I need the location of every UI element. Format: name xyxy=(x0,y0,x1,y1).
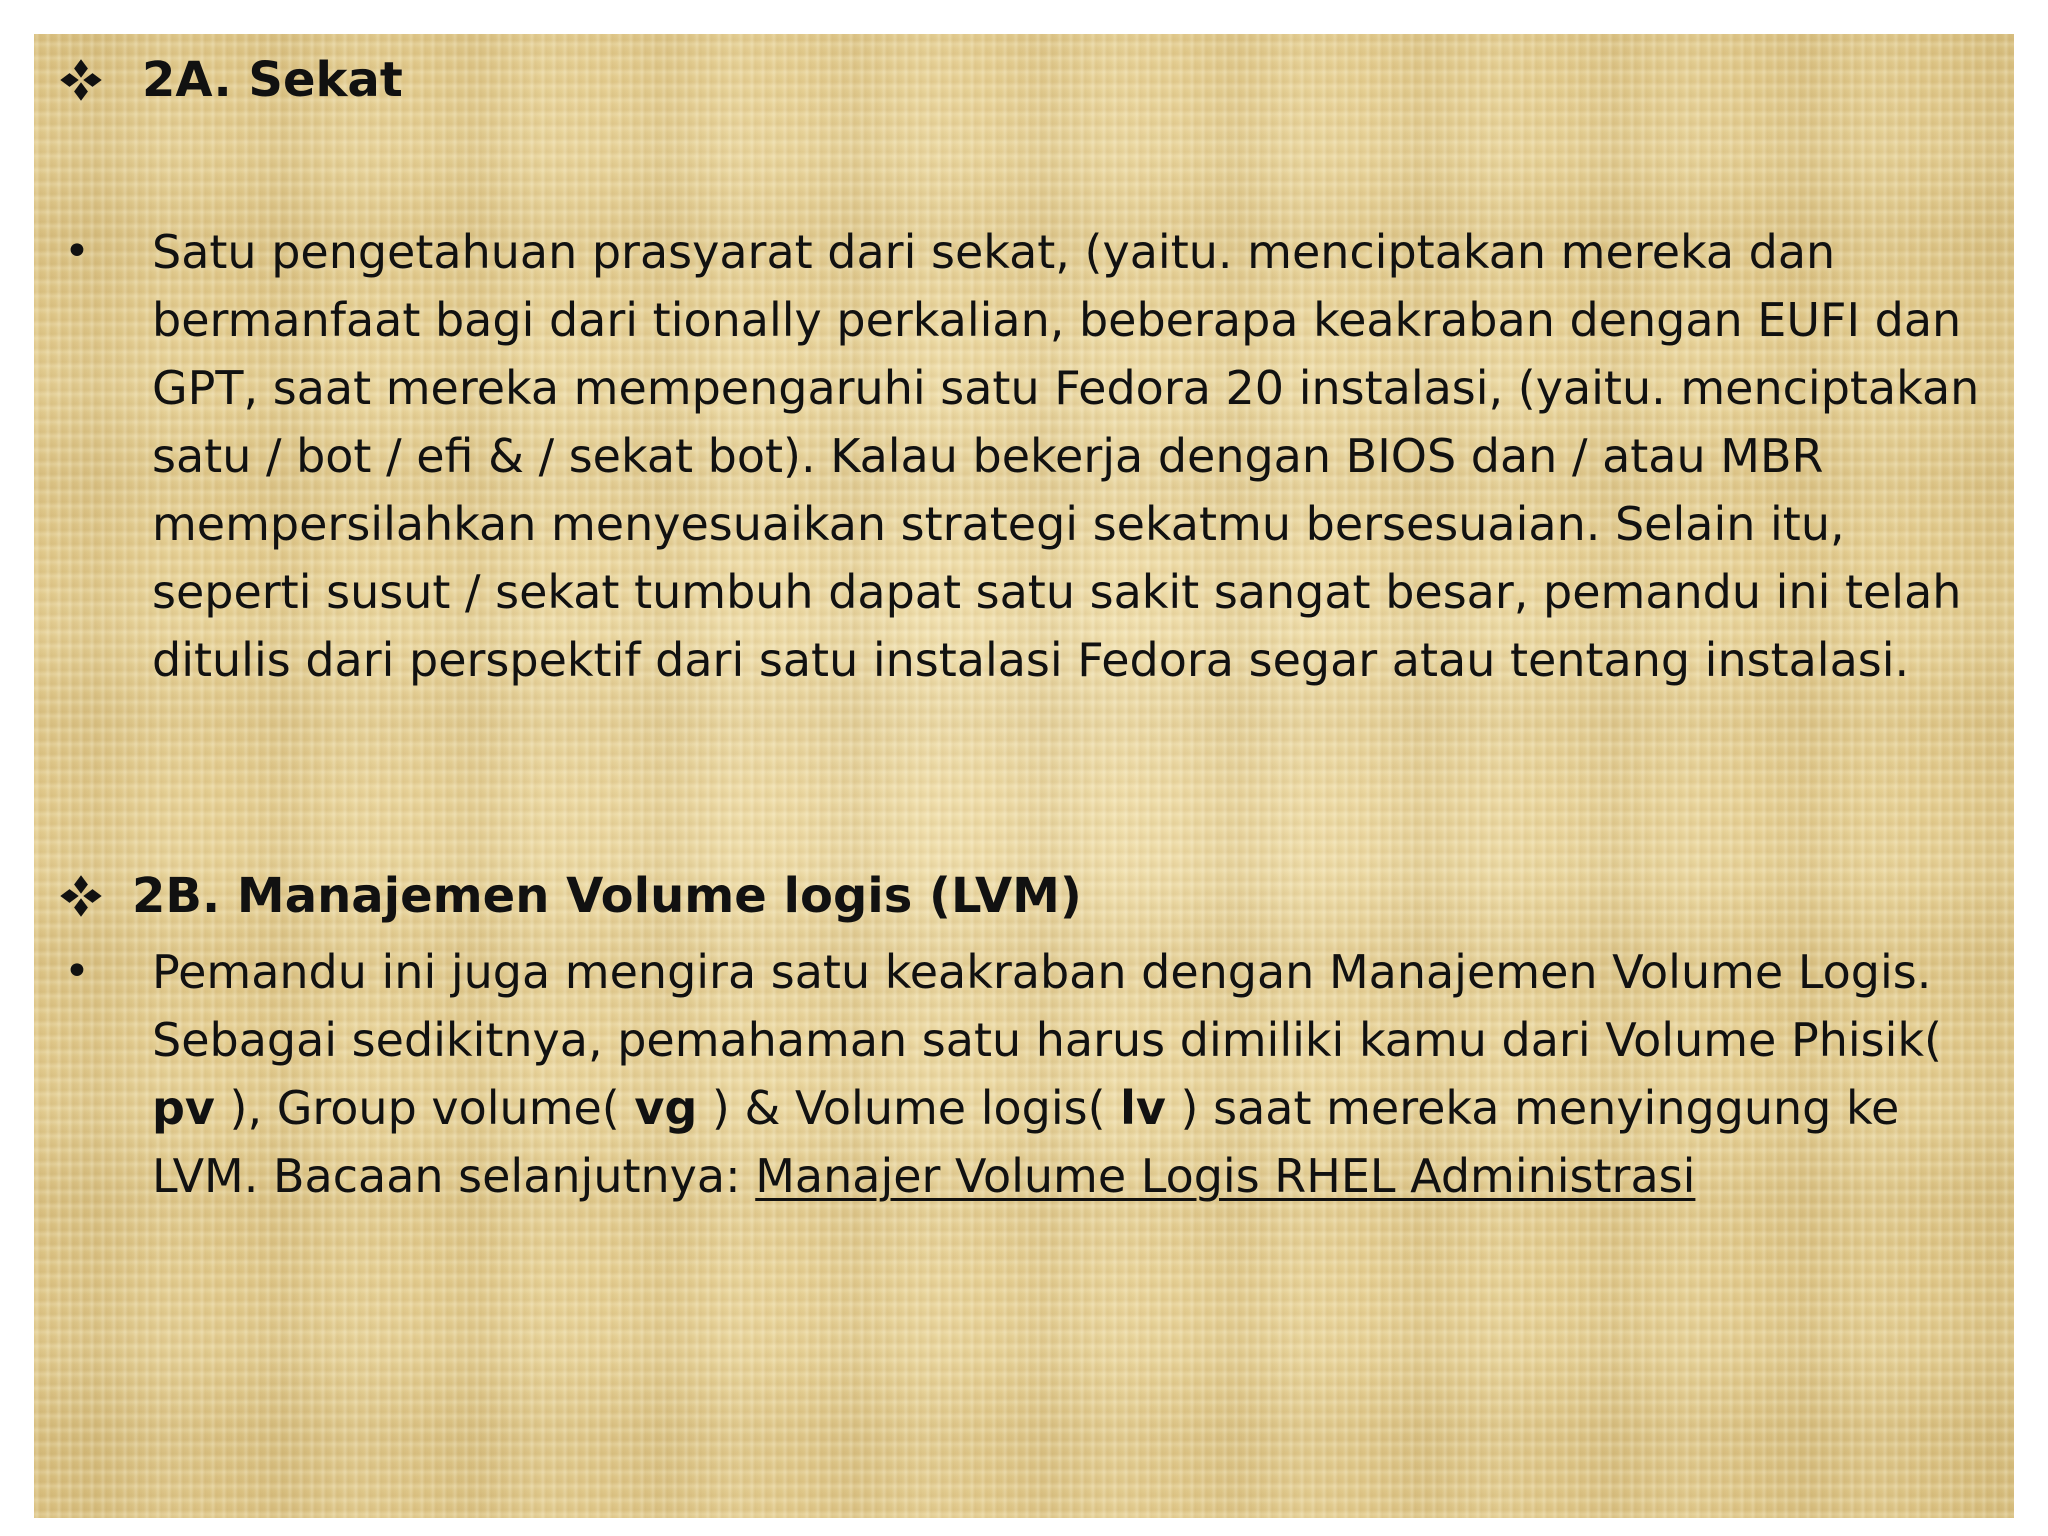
vg-term: vg xyxy=(634,1081,698,1135)
bullet-2a xyxy=(52,218,1992,694)
heading-2b xyxy=(58,866,1082,926)
bullet-marker: • xyxy=(64,226,90,277)
heading-2b-title: 2B. Manajemen Volume logis (LVM) xyxy=(132,868,1082,924)
paragraph-2b xyxy=(152,938,1992,1210)
slide xyxy=(34,34,2014,1518)
four-diamond-icon xyxy=(58,873,104,919)
paragraph-2a: Satu pengetahuan prasyarat dari sekat, (yaitu. menciptakan mereka dan bermanfaat bagi dari tionally perkalian, beberapa keakraban dengan EUFI dan GPT, saat mereka mempengaruhi satu Fedora 20 instalasi, (yaitu. menciptakan satu / bot / efi & / sekat bot). Kalau bekerja dengan BIOS dan / atau MBR mempersilahkan menyesuaikan strategi sekatmu bersesuaian. Selain itu, seperti susut / sekat tumbuh dapat satu sakit sangat besar, pemandu ini telah ditulis dari perspektif dari satu instalasi Fedora segar atau tentang instalasi. xyxy=(152,225,1980,687)
bullet-marker: • xyxy=(64,946,90,997)
heading-2a-title: 2A. Sekat xyxy=(142,52,403,108)
lv-term: lv xyxy=(1120,1081,1166,1135)
paragraph-2b-text-2: ), Group volume( xyxy=(214,1081,635,1135)
paragraph-2b-text-4: ) saat mereka menyinggung ke LVM. Bacaan selanjutnya: xyxy=(152,1081,1900,1203)
paragraph-2b-text-3: ) & Volume logis( xyxy=(697,1081,1121,1135)
bullet-2b xyxy=(52,938,1992,1210)
rhel-lvm-link[interactable]: Manajer Volume Logis RHEL Administrasi xyxy=(755,1149,1696,1203)
pv-term: pv xyxy=(152,1081,215,1135)
four-diamond-icon xyxy=(58,57,104,103)
heading-2a xyxy=(58,50,403,110)
paragraph-2b-text-1: Pemandu ini juga mengira satu keakraban dengan Manajemen Volume Logis. Sebagai sedikitnya, pemahaman satu harus dimiliki kamu dari Volume Phisik( xyxy=(152,945,1942,1067)
